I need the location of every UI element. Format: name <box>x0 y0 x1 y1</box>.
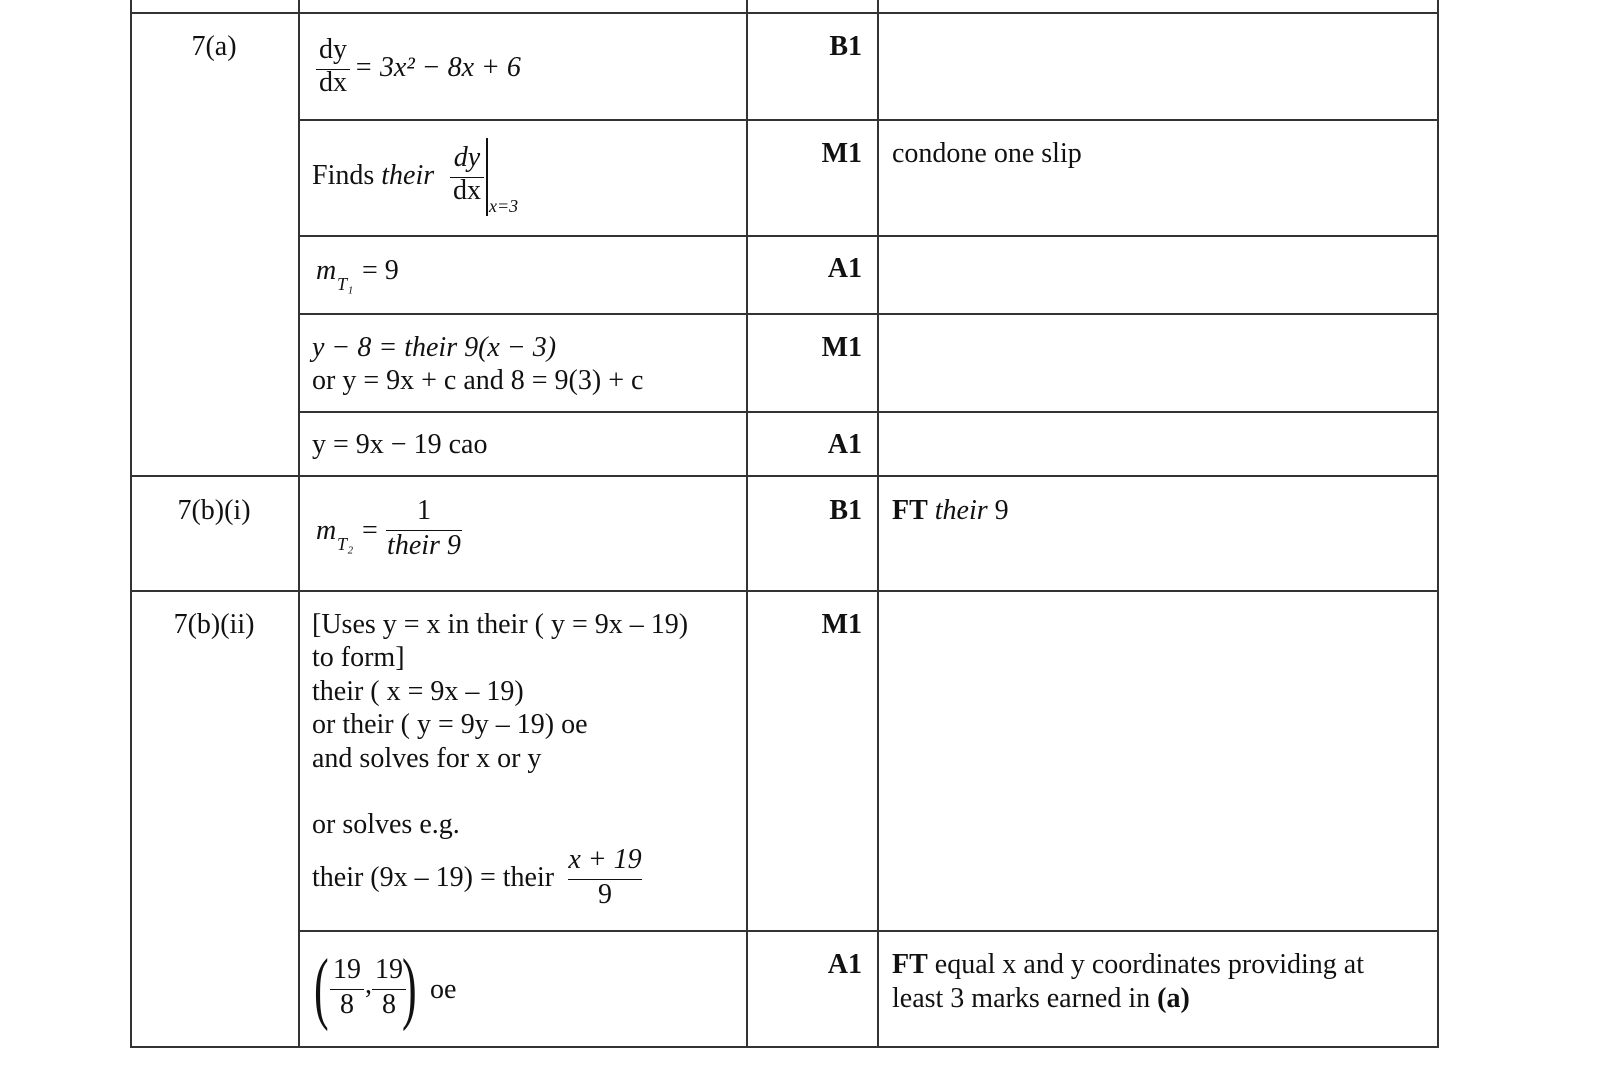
tangent-line1: y − 8 = their 9(x − 3) <box>312 332 557 363</box>
mark-r6: B1 <box>829 495 862 526</box>
normal-denominator: their 9 <box>387 530 461 561</box>
method-line1: [Uses y = x in their ( y = 9x – 19) <box>312 609 689 640</box>
method-line4: or their ( y = 9y – 19) oe <box>312 709 588 740</box>
question-7bii: 7(b)(ii) <box>173 609 255 640</box>
grid-hline-top <box>130 12 1438 14</box>
left-paren: ( <box>313 944 329 1032</box>
eval-numerator: dy <box>453 142 481 173</box>
gradient-m-t2: m <box>316 515 337 546</box>
grid-hline-r1 <box>298 119 1438 121</box>
gradient-sub-t1: T₁ <box>337 274 354 294</box>
coord-y-denominator: 8 <box>382 989 396 1020</box>
gradient-sub-t2: T₂ <box>337 534 354 554</box>
grid-vline-2 <box>298 0 300 1048</box>
normal-numerator: 1 <box>417 495 431 526</box>
derivative-expression: = 3x² − 8x + 6 <box>354 52 521 83</box>
normal-gradient-fraction <box>386 494 462 563</box>
evaluation-bar <box>486 138 488 216</box>
grid-hline-r6 <box>130 590 1438 592</box>
method-numerator: x + 19 <box>568 844 642 875</box>
gradient-value-t1: = 9 <box>362 255 399 286</box>
tangent-line2: or y = 9x + c and 8 = 9(3) + c <box>312 365 644 396</box>
grid-hline-r3 <box>298 313 1438 315</box>
note-r8-text1: equal x and y coordinates providing at <box>927 949 1364 980</box>
grid-hline-r4 <box>298 411 1438 413</box>
note-r6-ft: FT <box>892 495 928 526</box>
mark-r1: B1 <box>829 31 862 62</box>
grid-vline-3 <box>746 0 748 1048</box>
coord-x-fraction <box>330 953 364 1022</box>
grid-hline-bottom <box>130 1046 1438 1048</box>
gradient-equals-t2: = <box>362 515 378 546</box>
method-line3: their ( x = 9x – 19) <box>312 676 524 707</box>
derivative-denominator: dx <box>319 67 347 98</box>
coord-comma: , <box>365 969 372 1000</box>
gradient-m-t1: m <box>316 255 337 286</box>
finds-text <box>312 159 434 193</box>
grid-vline-4 <box>877 0 879 1048</box>
coord-y-fraction <box>372 953 406 1022</box>
eval-denominator: dx <box>453 175 481 206</box>
grid-hline-r2 <box>298 235 1438 237</box>
note-r2: condone one slip <box>892 138 1082 169</box>
grid-hline-r5 <box>130 475 1438 477</box>
note-r8-ref: (a) <box>1157 983 1190 1014</box>
tangent-answer: y = 9x − 19 cao <box>312 429 488 460</box>
method-fraction <box>568 843 642 912</box>
finds-their: their <box>381 160 435 191</box>
mark-r2: M1 <box>821 138 862 169</box>
right-paren: ) <box>401 944 417 1032</box>
note-r8-line2 <box>892 982 1190 1016</box>
coord-x-denominator: 8 <box>340 989 354 1020</box>
eval-subscript: x=3 <box>489 196 519 216</box>
method-line7: their (9x – 19) = their <box>312 862 555 893</box>
grid-vline-5 <box>1437 0 1439 1048</box>
mark-r5: A1 <box>827 429 862 460</box>
grid-hline-r7 <box>298 930 1438 932</box>
eval-derivative-fraction <box>450 141 484 208</box>
note-r8-line1 <box>892 948 1364 982</box>
method-line6: or solves e.g. <box>312 809 460 840</box>
question-7bi: 7(b)(i) <box>177 495 251 526</box>
mark-r8: A1 <box>827 949 862 980</box>
question-7a: 7(a) <box>191 31 237 62</box>
method-line5: and solves for x or y <box>312 743 542 774</box>
mark-r3: A1 <box>827 253 862 284</box>
derivative-fraction <box>316 33 350 100</box>
coord-x-numerator: 19 <box>333 954 361 985</box>
coord-oe: oe <box>430 974 457 1005</box>
note-r8-text2: least 3 marks earned in <box>892 983 1158 1014</box>
mark-r7: M1 <box>821 609 862 640</box>
note-r6 <box>892 494 1009 528</box>
mark-r4: M1 <box>821 332 862 363</box>
derivative-numerator: dy <box>319 34 347 65</box>
coord-y-numerator: 19 <box>375 954 403 985</box>
note-r6-their: their <box>934 495 988 526</box>
note-r6-value: 9 <box>987 495 1009 526</box>
method-denominator: 9 <box>598 879 612 910</box>
finds-prefix: Finds <box>312 160 382 191</box>
note-r8-ft: FT <box>892 949 928 980</box>
method-line2: to form] <box>312 642 405 673</box>
